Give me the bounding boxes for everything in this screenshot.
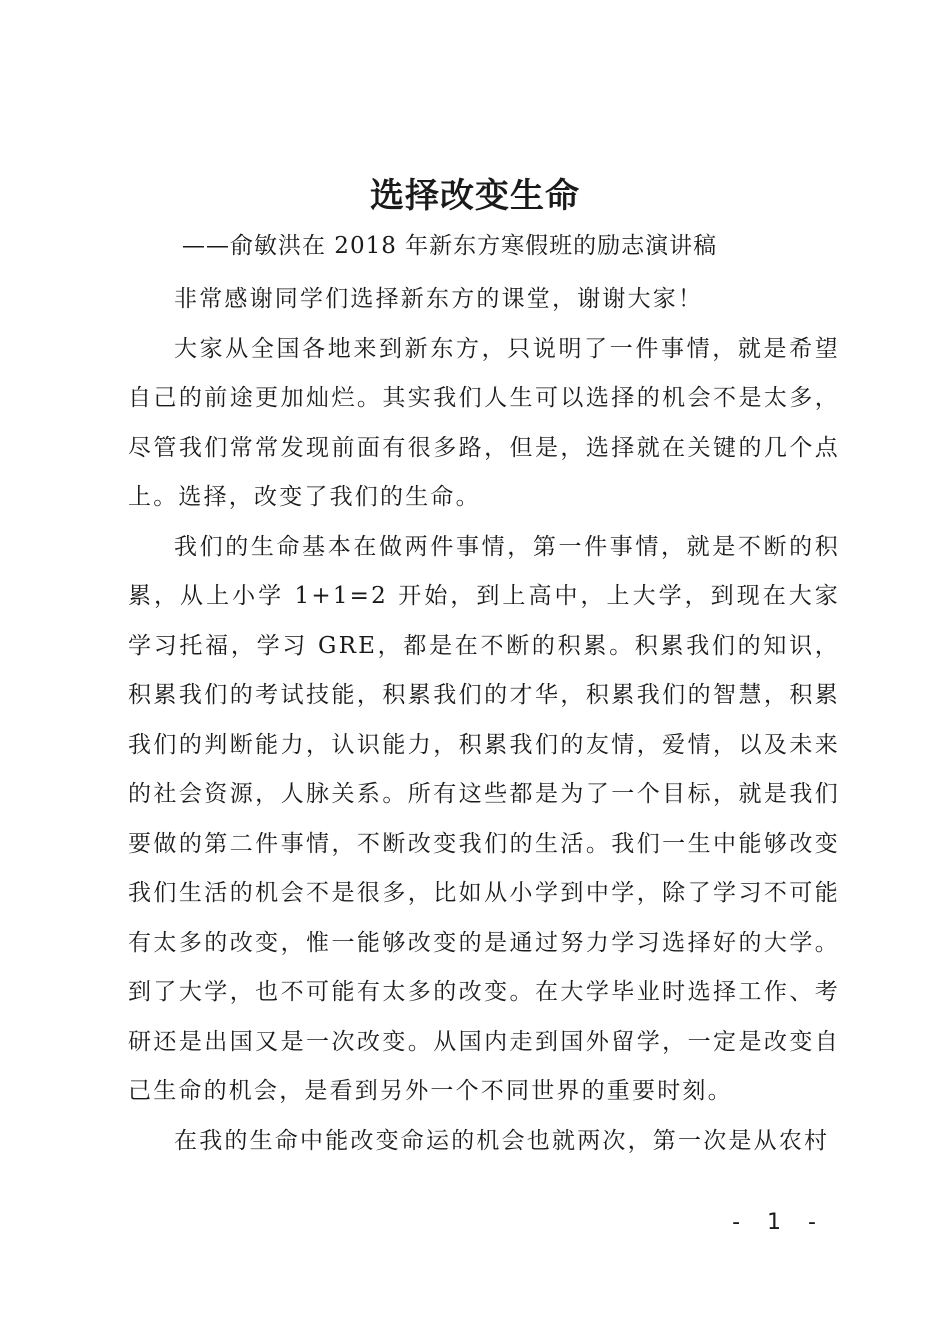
document-body (128, 275, 840, 1166)
page-number: - 1 - (732, 1210, 826, 1235)
document-title: 选择改变生命 (370, 176, 580, 216)
paragraph: 大家从全国各地来到新东方，只说明了一件事情，就是希望自己的前途更加灿烂。其实我们人生可以选择的机会不是太多，尽管我们常常发现前面有很多路，但是，选择就在关键的几个点上。选择，改变了我们的生命。 (128, 335, 840, 510)
paragraph: 在我的生命中能改变命运的机会也就两次，第一次是从农村 (174, 1127, 830, 1154)
document-subtitle: ——俞敏洪在 2018 年新东方寒假班的励志演讲稿 (182, 233, 718, 259)
paragraph: 非常感谢同学们选择新东方的课堂，谢谢大家！ (174, 286, 704, 312)
paragraph: 我们的生命基本在做两件事情，第一件事情，就是不断的积累，从上小学 1+1=2 开始，到上高中，上大学，到现在大家学习托福，学习 GRE，都是在不断的积累。积累我们的知识，积累我们的考试技能，积累我们的才华，积累我们的智慧，积累我们的判断能力，认识能力，积累我们的友情，爱情，以及未来的社会资源，人脉关系。所有这些都是为了一个目标，就是我们要做的第二件事情，不断改变我们的生活。我们一生中能够改变我们生活的机会不是很多，比如从小学到中学，除了学习不可能有太多的改变，惟一能够改变的是通过努力学习选择好的大学。到了大学，也不可能有太多的改变。在大学毕业时选择工作、考研还是出国又是一次改变。从国内走到国外留学，一定是改变自己生命的机会，是看到另外一个不同世界的重要时刻。 (128, 533, 840, 1104)
